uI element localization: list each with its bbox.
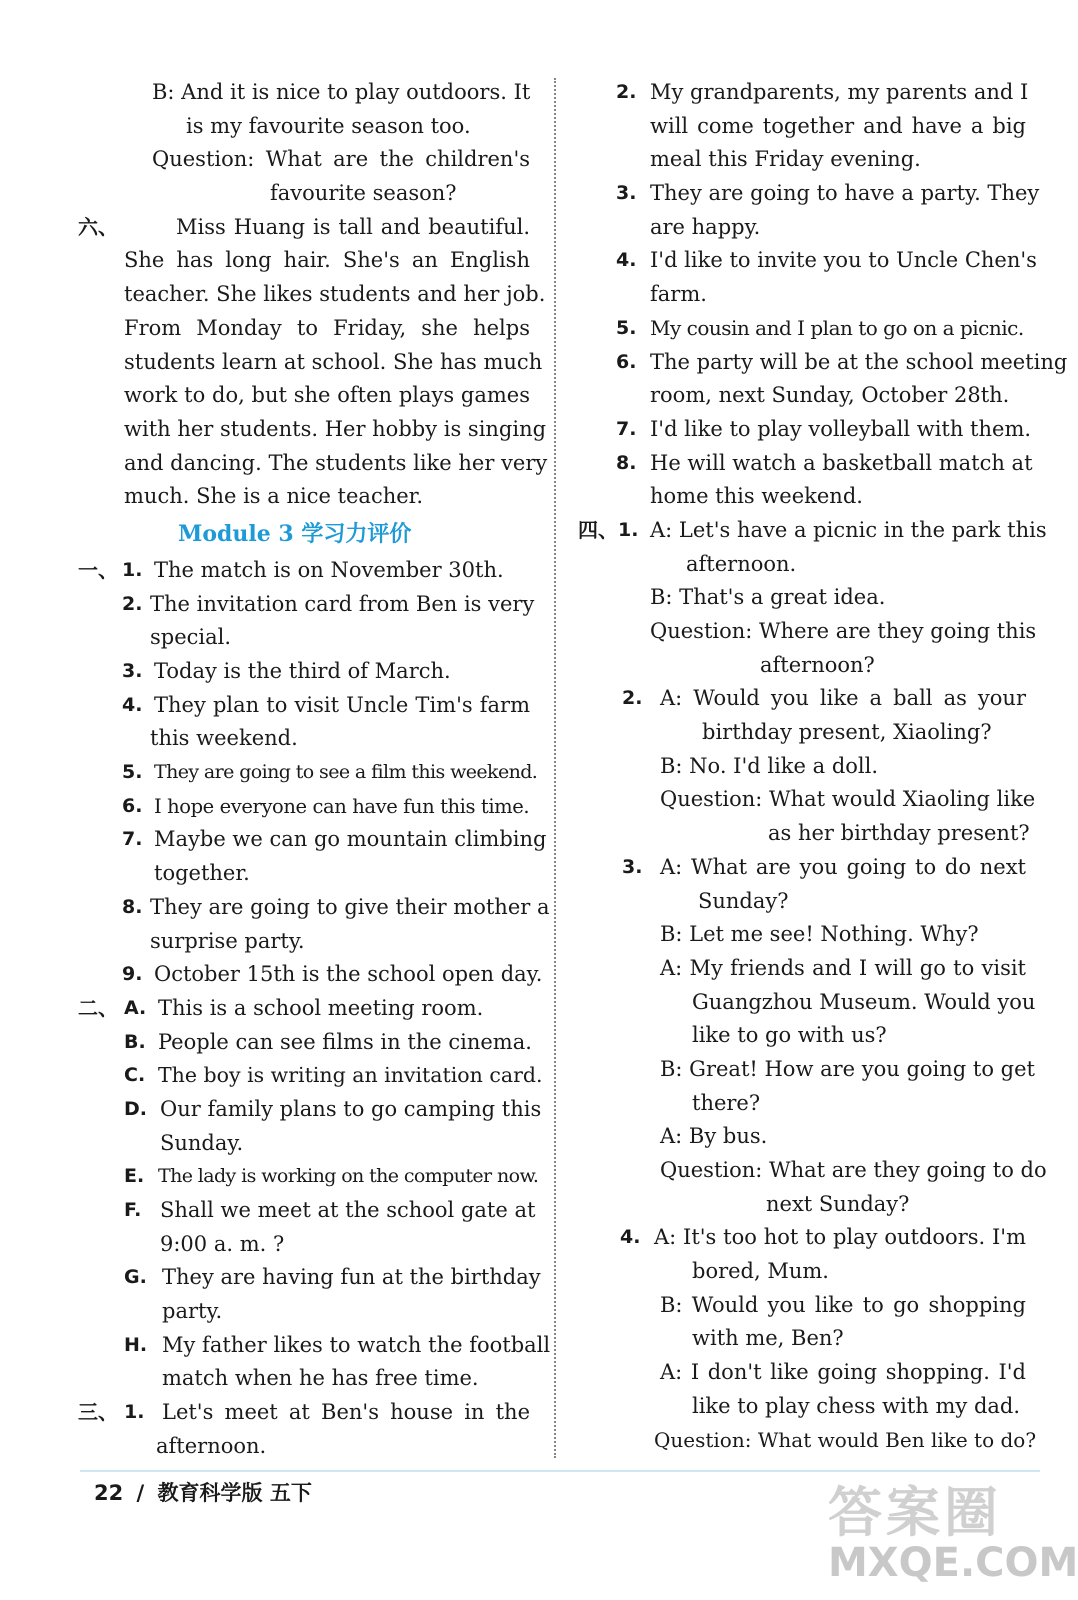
answer-item: 6. I hope everyone can have fun this time.	[122, 794, 530, 818]
answer-item: G. They are having fun at the birthday	[124, 1265, 541, 1290]
answer-item: C. The boy is writing an invitation card.	[124, 1063, 543, 1088]
question-line: Question: What are they going to do	[660, 1158, 1047, 1182]
dialogue-line: A: By bus.	[660, 1124, 768, 1149]
answer-item: 4. I'd like to invite you to Uncle Chen's	[616, 248, 1037, 273]
answer-item: 6. The party will be at the school meeting	[616, 349, 1068, 374]
section-label: 四、	[578, 517, 618, 542]
answer-item: 三、 1. Let's meet at Ben's house in the	[78, 1396, 538, 1430]
section-label: 三、	[78, 1400, 118, 1425]
dialogue-line: 2. A: Would you like a ball as your	[622, 686, 1026, 711]
page-footer	[94, 1477, 312, 1509]
answer-item: 7. Maybe we can go mountain climbing	[122, 827, 547, 852]
dialogue-line: B: Let me see! Nothing. Why?	[660, 922, 979, 947]
dialogue-line: afternoon.	[686, 551, 797, 576]
passage-line: From Monday to Friday, she helps	[124, 315, 530, 340]
answer-item: 7. I'd like to play volleyball with them.	[616, 416, 1032, 441]
dialogue-line: with me, Ben?	[692, 1326, 844, 1351]
passage-line: She has long hair. She's an English	[124, 248, 530, 273]
answer-continuation: farm.	[650, 282, 707, 307]
answer-continuation: party.	[162, 1299, 223, 1324]
dialogue-line: there?	[692, 1090, 761, 1115]
dialogue-line: Sunday?	[698, 888, 789, 913]
section-label: 六、	[78, 214, 118, 239]
answer-item: D. Our family plans to go camping this	[124, 1096, 542, 1121]
dialogue-line: like to go with us?	[692, 1023, 887, 1048]
answer-continuation: home this weekend.	[650, 484, 863, 509]
dialogue-line: 四、 1. A: Let's have a picnic in the park this	[578, 514, 1038, 548]
question-line: Question: What would Xiaoling like	[660, 787, 1036, 812]
dialogue-line: B: No. I'd like a doll.	[660, 753, 879, 778]
answer-item: E. The lady is working on the computer now.	[124, 1165, 539, 1188]
watermark-logo	[820, 1470, 1078, 1595]
dialogue-line: 3. A: What are you going to do next	[622, 854, 1026, 879]
answer-continuation: will come together and have a big	[650, 113, 1026, 138]
passage-line: students learn at school. She has much	[124, 349, 543, 374]
answer-continuation: surprise party.	[150, 928, 305, 953]
right-column	[578, 76, 1068, 1457]
left-column	[78, 76, 551, 1464]
answer-item: H. My father likes to watch the football	[124, 1332, 551, 1357]
watermark-url: MXQE.COM	[828, 1540, 1078, 1586]
dialogue-line: is my favourite season too.	[186, 113, 471, 138]
page-number: 22	[94, 1481, 124, 1505]
question-line: favourite season?	[270, 181, 457, 206]
passage-line: work to do, but she often plays games	[124, 383, 530, 408]
dialogue-line: B: Great! How are you going to get	[660, 1056, 1035, 1081]
question-line: Question: What would Ben like to do?	[654, 1427, 1037, 1452]
answer-item: 二、 A. This is a school meeting room.	[78, 992, 538, 1026]
section-6-line: 六、 Miss Huang is tall and beautiful.	[78, 211, 538, 245]
section-label: 一、	[78, 557, 118, 582]
question-line: next Sunday?	[766, 1191, 910, 1216]
answer-item: 2. My grandparents, my parents and I	[616, 80, 1029, 104]
question-line: Question: What are the children's	[152, 147, 530, 172]
dialogue-line: bored, Mum.	[692, 1259, 829, 1284]
dialogue-line: 4. A: It's too hot to play outdoors. I'm	[620, 1225, 1026, 1250]
dialogue-line: B: That's a great idea.	[650, 585, 886, 610]
answer-item: 8. He will watch a basketball match at	[616, 450, 1033, 475]
answer-continuation: afternoon.	[156, 1433, 267, 1458]
dialogue-line: like to play chess with my dad.	[692, 1393, 1021, 1418]
dialogue-line: A: I don't like going shopping. I'd	[660, 1360, 1026, 1385]
answer-continuation: 9:00 a. m. ?	[160, 1231, 285, 1256]
dialogue-line: A: My friends and I will go to visit	[660, 955, 1026, 980]
answer-item: 3. Today is the third of March.	[122, 659, 451, 683]
answer-item: F. Shall we meet at the school gate at	[124, 1198, 536, 1222]
footer-slash: /	[136, 1481, 145, 1505]
answer-continuation: together.	[154, 861, 250, 886]
answer-item: 4. They plan to visit Uncle Tim's farm	[122, 692, 530, 717]
answer-continuation: special.	[150, 625, 232, 650]
passage-line: with her students. Her hobby is singing	[124, 416, 547, 441]
passage-line: and dancing. The students like her very	[124, 450, 548, 475]
answer-item: 5. My cousin and I plan to go on a picnic.	[616, 315, 1024, 340]
dialogue-line: Guangzhou Museum. Would you	[692, 989, 1036, 1014]
answer-item: 8. They are going to give their mother a	[122, 894, 550, 919]
answer-continuation: room, next Sunday, October 28th.	[650, 383, 1010, 408]
passage-line: teacher. She likes students and her job.	[124, 282, 546, 307]
question-line: Question: Where are they going this	[650, 619, 1037, 643]
answer-item: B. People can see films in the cinema.	[124, 1029, 532, 1054]
answer-continuation: match when he has free time.	[162, 1366, 479, 1391]
answer-item: 一、 1. The match is on November 30th.	[78, 554, 538, 588]
dialogue-line: birthday present, Xiaoling?	[702, 720, 992, 745]
section-label: 二、	[78, 995, 118, 1020]
answer-continuation: this weekend.	[150, 726, 298, 751]
column-divider	[554, 78, 556, 1458]
dialogue-line: B: And it is nice to play outdoors. It	[152, 80, 531, 104]
answer-item: 5. They are going to see a film this weekend.	[122, 761, 538, 784]
watermark-top: 答案圈	[828, 1481, 1002, 1544]
question-line: as her birthday present?	[768, 821, 1030, 846]
answer-continuation: Sunday.	[160, 1130, 244, 1155]
answer-item: 9. October 15th is the school open day.	[122, 962, 543, 987]
answer-item: 2. The invitation card from Ben is very	[122, 591, 535, 616]
question-line: afternoon?	[760, 652, 875, 677]
answer-continuation: meal this Friday evening.	[650, 147, 921, 172]
dialogue-line: B: Would you like to go shopping	[660, 1292, 1026, 1317]
publisher-label: 教育科学版 五下	[157, 1481, 312, 1505]
module-heading: Module 3 学习力评价	[178, 520, 412, 547]
answer-continuation: are happy.	[650, 214, 761, 239]
answer-item: 3. They are going to have a party. They	[616, 181, 1040, 206]
passage-line: much. She is a nice teacher.	[124, 484, 424, 509]
